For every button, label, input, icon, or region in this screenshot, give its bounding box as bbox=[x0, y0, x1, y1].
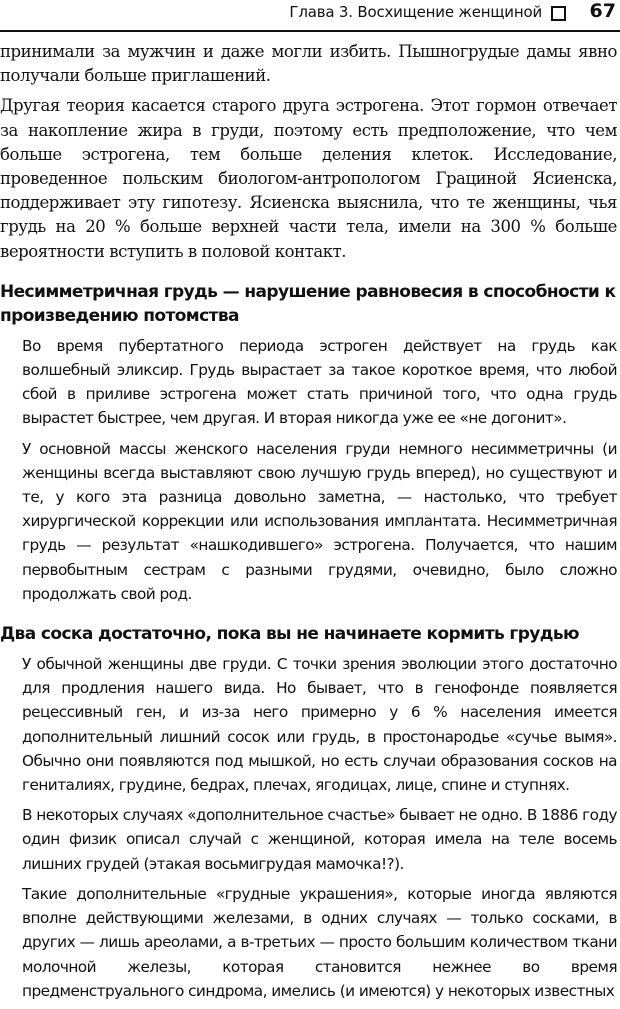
section-paragraph: Такие дополнительные «грудные украшения», которые иногда являются вполне действующими железами, в одних случаях — только сосками, в других — лишь ареолами, а в-третьих — просто большим количеством ткани молочной железы, которая становится нежнее во время предменструального синдрома, имелись (и имеются) у некоторых известных bbox=[22, 884, 617, 1000]
section-heading-nipples: Два соска достаточно, пока вы не начинаете кормить грудью bbox=[0, 624, 579, 645]
page-number: 67 bbox=[589, 0, 616, 22]
square-bullet-icon bbox=[551, 6, 566, 21]
section-paragraph: У основной массы женского населения груди немного несимметричны (и женщины всегда выставляют свою лучшую грудь вперед), но существуют и те, у кого эта разница довольно заметна, — настолько, что требует хирургической коррекции или использования имплантата. Несимметричная грудь — результат «нашкодившего» эстрогена. Получается, что нашим первобытным сестрам с разными грудями, очевидно, было сложно продолжать свой род. bbox=[22, 439, 617, 603]
header-rule bbox=[0, 30, 620, 32]
section-heading-asymmetry: Несимметричная грудь — нарушение равновесия в способности к произведению потомства bbox=[0, 281, 616, 326]
page-header bbox=[0, 0, 620, 34]
running-title: Глава 3. Восхищение женщиной bbox=[289, 3, 542, 21]
intro-paragraph: Другая теория касается старого друга эстрогена. Этот гормон отвечает за накопление жира в груди, поэтому есть предположение, что чем больше эстрогена, тем больше деления клеток. Исследование, проведенное польским биологом-антропологом Грациной Ясиенска, поддерживает эту гипотезу. Ясиенска выяснила, что те женщины, чья грудь на 20 % больше верхней части тела, имели на 300 % больше вероятности вступить в половой контакт. bbox=[0, 96, 617, 261]
section-paragraph: У обычной женщины две груди. С точки зрения эволюции этого достаточно для продления нашего вида. Но бывает, что в генофонде появляется рецессивный ген, и из-за него примерно у 6 % населения имеется дополнительный лишний сосок или грудь, в простонародье «сучье вымя». Обычно они появляются под мышкой, но есть случаи образования сосков на гениталиях, грудине, бедрах, плечах, ягодицах, лице, спине и ступнях. bbox=[22, 655, 617, 795]
intro-paragraph: принимали за мужчин и даже могли избить. Пышногрудые дамы явно получали больше приглашений. bbox=[0, 42, 617, 86]
page-body bbox=[0, 40, 617, 1009]
section-paragraph: В некоторых случаях «дополнительное счастье» бывает не одно. В 1886 году один физик описал случай с женщиной, которая имела на теле восемь лишних грудей (этакая восьмигрудая мамочка!?). bbox=[22, 806, 617, 873]
section-paragraph: Во время пубертатного периода эстроген действует на грудь как волшебный эликсир. Грудь вырастает за такое короткое время, что любой сбой в приливе эстрогена может стать причиной того, что одна грудь вырастет быстрее, чем другая. И вторая никогда уже ее «не догонит». bbox=[22, 336, 617, 428]
